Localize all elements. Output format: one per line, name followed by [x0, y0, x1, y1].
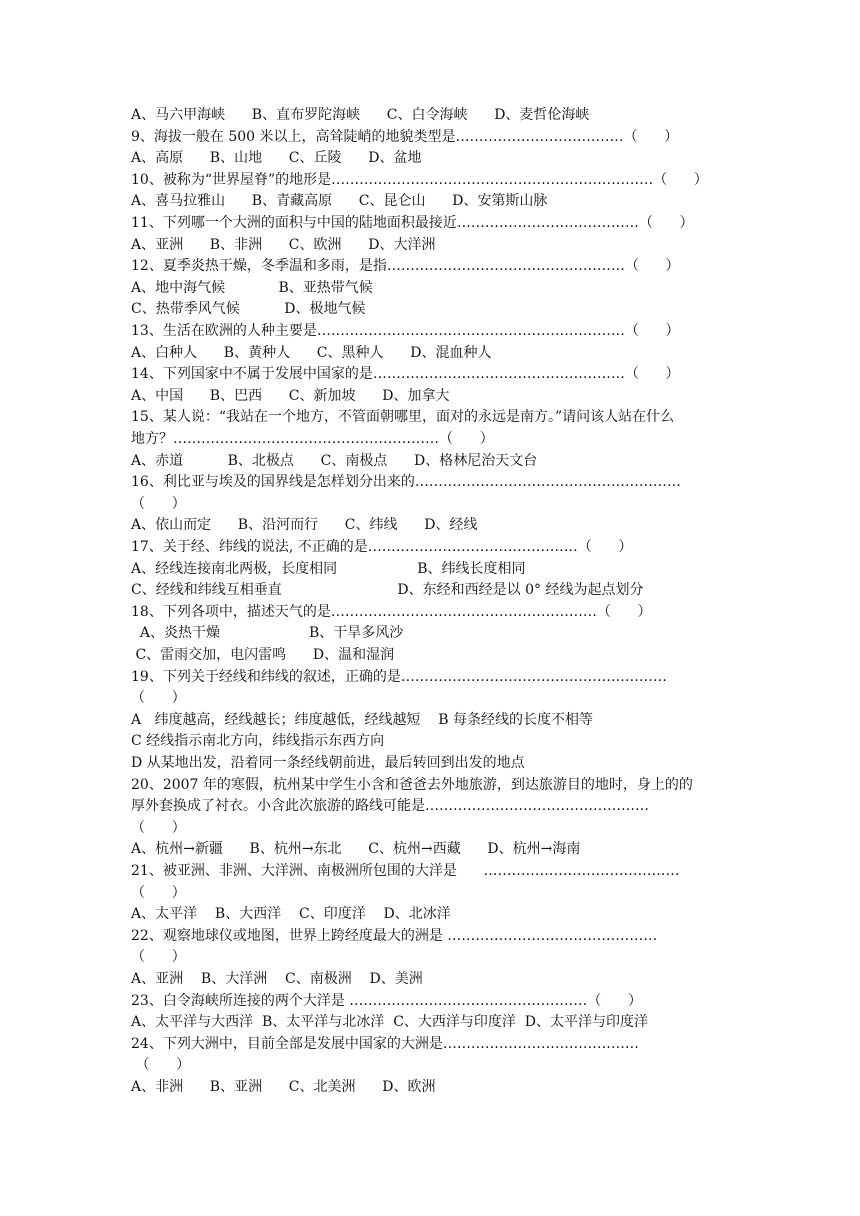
text-line: 地方？…………………………………………………（ ）	[131, 431, 494, 447]
text-line: A、高原 B、山地 C、丘陵 D、盆地	[131, 150, 422, 167]
text-line: A、炎热干燥 B、干旱多风沙	[131, 625, 404, 642]
text-line: C、热带季风气候 D、极地气候	[131, 301, 366, 318]
text-line: A、赤道 B、北极点 C、南极点 D、格林尼治天文台	[131, 452, 538, 469]
text-line: 13、生活在欧洲的人种主要是…………………………………………………………（ ）	[131, 323, 680, 339]
text-line: A、白种人 B、黄种人 C、黑种人 D、混血种人	[131, 344, 492, 361]
text-line: 24、下列大洲中，目前全部是发展中国家的大洲是……………………………………	[131, 1035, 639, 1052]
text-line: C 经线指示南北方向，纬线指示东西方向	[131, 733, 385, 750]
text-line: 22、观察地球仪或地图，世界上跨经度最大的洲是 ………………………………………	[131, 927, 658, 944]
text-line: A、亚洲 B、大洋洲 C、南极洲 D、美洲	[131, 971, 423, 987]
text-line: A、马六甲海峡 B、直布罗陀海峡 C、白令海峡 D、麦哲伦海峡	[131, 107, 590, 123]
text-line: （ ）	[131, 949, 186, 966]
text-line: A、太平洋 B、大西洋 C、印度洋 D、北冰洋	[131, 906, 451, 923]
text-line: A 纬度越高，经线越长；纬度越低，经线越短 B 每条经线的长度不相等	[131, 711, 593, 728]
text-line: 19、下列关于经线和纬线的叙述，正确的是…………………………………………………	[131, 668, 667, 685]
text-line: A、喜马拉雅山 B、青藏高原 C、昆仑山 D、安第斯山脉	[131, 193, 548, 210]
text-line: A、依山而定 B、沿河而行 C、纬线 D、经线	[131, 517, 478, 534]
text-line: 21、被亚洲、非洲、大洋洲、南极洲所包围的大洋是 ……………………………………	[131, 863, 680, 879]
text-line: 14、下列国家中不属于发展中国家的是………………………………………………（ ）	[131, 366, 680, 383]
text-line: D 从某地出发，沿着同一条经线朝前进，最后转回到出发的地点	[131, 755, 525, 771]
text-line: A、亚洲 B、非洲 C、欧洲 D、大洋洲	[131, 236, 436, 253]
text-line: C、雷雨交加，电闪雷鸣 D、温和湿润	[131, 647, 395, 663]
text-line: 23、白令海峡所连接的两个大洋是 ……………………………………………（ ）	[131, 992, 642, 1009]
text-line: 厚外套换成了衬衣。小含此次旅游的路线可能是…………………………………………	[131, 798, 649, 815]
text-line: （ ）	[131, 1057, 191, 1074]
text-line: （ ）	[131, 884, 186, 901]
text-line: C、经线和纬线互相垂直 D、东经和西经是以 0° 经线为起点划分	[131, 582, 644, 599]
text-line: 10、被称为“世界屋脊”的地形是……………………………………………………………（ ）	[131, 171, 708, 188]
text-line: 20、2007 年的寒假，杭州某中学生小含和爸爸去外地旅游，到达旅游目的地时，身上的的	[131, 776, 693, 793]
text-line: A、非洲 B、亚洲 C、北美洲 D、欧洲	[131, 1079, 436, 1095]
text-line: 15、某人说：“我站在一个地方，不管面朝哪里，面对的永远是南方。”请问该人站在什么	[131, 409, 675, 426]
text-line: （ ）	[131, 690, 186, 707]
text-line: 18、下列各项中，描述天气的是…………………………………………………（ ）	[131, 603, 652, 620]
text-line: 9、海拔一般在 500 米以上，高耸陡峭的地貌类型是………………………………（ ）	[131, 128, 679, 145]
text-line: A、经线连接南北两极，长度相同 B、纬线长度相同	[131, 560, 526, 577]
text-line: A、太平洋与大西洋 B、太平洋与北冰洋 C、大西洋与印度洋 D、太平洋与印度洋	[131, 1014, 649, 1031]
text-line: A、中国 B、巴西 C、新加坡 D、加拿大	[131, 387, 450, 404]
text-line: （ ）	[131, 495, 186, 512]
text-line: A、杭州→新疆 B、杭州→东北 C、杭州→西藏 D、杭州→海南	[131, 841, 581, 858]
text-line: 11、下列哪一个大洲的面积与中国的陆地面积最接近…………………………………（ ）	[131, 215, 694, 231]
text-line: 17、关于经、纬线的说法, 不正确的是………………………………………（ ）	[131, 539, 633, 555]
text-line: A、地中海气候 B、亚热带气候	[131, 279, 373, 296]
text-line: 16、利比亚与埃及的国界线是怎样划分出来的…………………………………………………	[131, 474, 681, 491]
text-line: （ ）	[131, 819, 186, 836]
text-line: 12、夏季炎热干燥，冬季温和多雨，是指……………………………………………（ ）	[131, 258, 680, 275]
